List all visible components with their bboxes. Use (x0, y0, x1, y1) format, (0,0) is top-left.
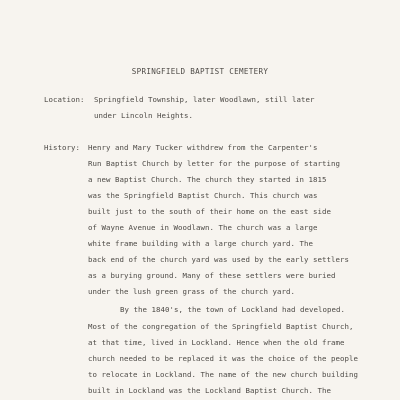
history-line-7: white frame building with a large church yard. The (88, 239, 313, 248)
history-line-12: Most of the congregation of the Springfield Baptist Church, (88, 322, 354, 331)
location-line-1: Springfield Township, later Woodlawn, still later (94, 95, 315, 104)
history-line-8: back end of the church yard was used by the early settlers (88, 255, 349, 264)
history-line-9: as a burying ground. Many of these settlers were buried (88, 271, 336, 280)
history-line-2: Run Baptist Church by letter for the purpose of starting (88, 159, 340, 168)
history-line-1: Henry and Mary Tucker withdrew from the Carpenter's (88, 143, 318, 152)
history-line-3: a new Baptist Church. The church they started in 1815 (88, 175, 327, 184)
history-line-16: built in Lockland was the Lockland Baptist Church. The (88, 386, 331, 395)
location-label: Location: (44, 95, 85, 104)
history-line-4: was the Springfield Baptist Church. This church was (88, 191, 318, 200)
history-line-13: at that time, lived in Lockland. Hence when the old frame (88, 338, 345, 347)
location-line-2: under Lincoln Heights. (94, 111, 193, 120)
history-line-5: built just to the south of their home on the east side (88, 207, 331, 216)
history-label: History: (44, 143, 80, 152)
history-line-10: under the lush green grass of the church yard. (88, 287, 295, 296)
history-line-15: to relocate in Lockland. The name of the new church building (88, 370, 358, 379)
history-line-14: church needed to be replaced it was the choice of the people (88, 354, 358, 363)
history-line-11: By the 1840's, the town of Lockland had developed. (120, 305, 345, 314)
history-line-6: of Wayne Avenue in Woodlawn. The church was a large (88, 223, 318, 232)
document-title: SPRINGFIELD BAPTIST CEMETERY (131, 67, 269, 76)
